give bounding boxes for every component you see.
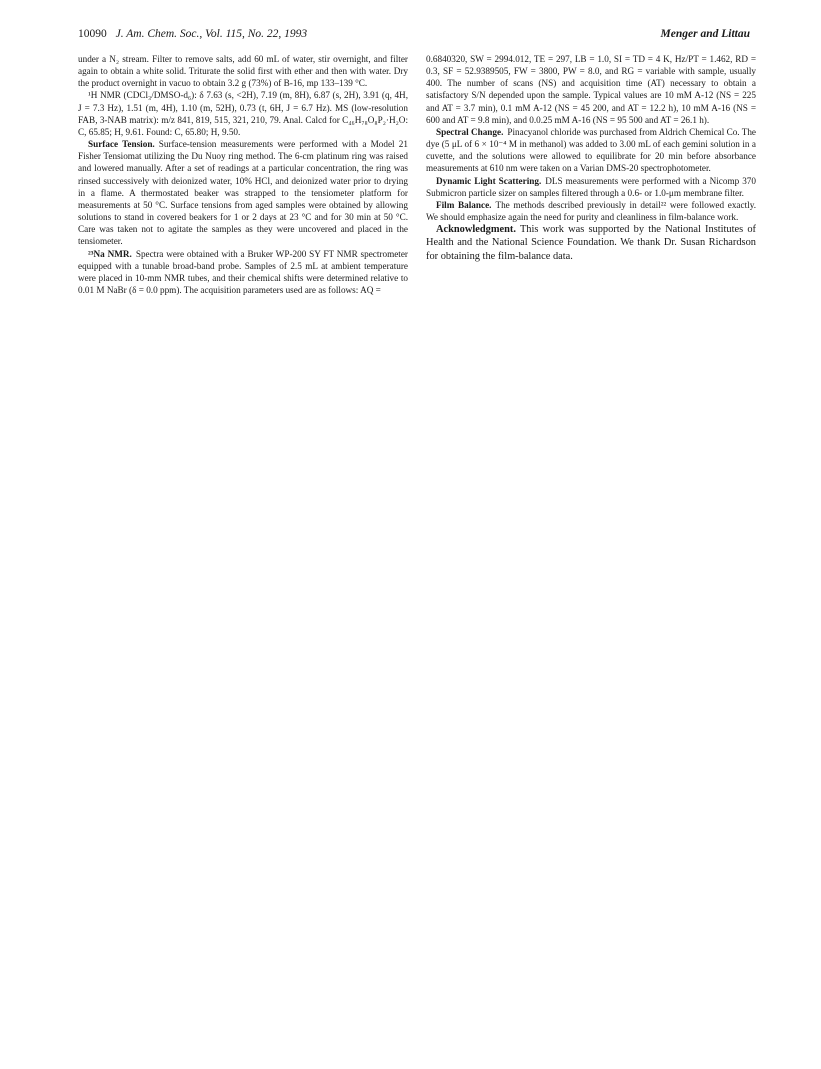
journal-citation: J. Am. Chem. Soc., Vol. 115, No. 22, 1993 bbox=[115, 28, 308, 40]
left-column bbox=[78, 53, 408, 296]
film-balance-paragraph bbox=[426, 199, 756, 223]
na-nmr-paragraph bbox=[78, 248, 408, 297]
na-nmr-body: Spectra were obtained with a Bruker WP-200 SY FT NMR spectrometer equipped with a tunable broad-band probe. Samples of 2.5 mL at ambient temperature were placed in 10-mm NMR tubes, and their chemical shifts were determined relative to 0.01 M NaBr (δ = 0.0 ppm). The acquisition parameters used are as follows: AQ = bbox=[78, 248, 408, 295]
dls-body: DLS measurements were performed with a Nicomp 370 Submicron particle sizer on samples filtered through a 0.6- or 1.0-μm membrane filter. bbox=[426, 175, 756, 198]
dls-heading: Dynamic Light Scattering. bbox=[436, 175, 542, 186]
surface-tension-paragraph bbox=[78, 138, 408, 247]
right-column bbox=[426, 53, 756, 263]
acknowledgment-body: This work was supported by the National Institutes of Health and the National Science Foundation. We thank Dr. Susan Richardson for obtaining the film-balance data. bbox=[426, 224, 756, 262]
acquisition-parameters-paragraph: 0.6840320, SW = 2994.012, TE = 297, LB = 1.0, SI = TD = 4 K, Hz/PT = 1.462, RD = 0.3, SF = 52.9389505, FW = 3800, PW = 8.0, and RG = variable with sample, usually 400. The number of scans (NS) and acquisition time (AT) necessary to obtain a satisfactory S/N depended upon the sample. Typical values are 10 mM A-12 (NS = 225 and AT = 3.7 min), 0.1 mM A-12 (NS = 45 200, and AT = 12.2 h), 10 mM A-16 (NS = 600 and AT = 9.8 min), and 0.0.25 mM A-16 (NS = 95 500 and AT = 26.1 h). bbox=[426, 54, 756, 125]
nmr-characterization-paragraph: ¹H NMR (CDCl₃/DMSO-d₆): δ 7.63 (s, <2H), 7.19 (m, 8H), 6.87 (s, 2H), 3.91 (q, 4H, J = 7.3 Hz), 1.51 (m, 4H), 1.10 (m, 52H), 0.73 (t, 6H, J = 6.7 Hz). MS (low-resolution FAB, 3-NAB matrix): m/z 841, 819, 515, 321, 210, 79. Anal. Calcd for C₄₆H₇₈O₈P₂·H₂O: C, 65.85; H, 9.61. Found: C, 65.80; H, 9.50. bbox=[78, 90, 408, 137]
spectral-change-body: Pinacyanol chloride was purchased from Aldrich Chemical Co. The dye (5 μL of 6 × 10⁻⁴ M in methanol) was added to 3.00 mL of each gemini solution in a cuvette, and the solutions were allowed to equilibrate for 20 min before absorbance measurements at 610 nm were taken on a Varian DMS-20 spectrophotometer. bbox=[426, 126, 757, 174]
dls-paragraph bbox=[426, 175, 756, 199]
surface-tension-body: Surface-tension measurements were performed with a Model 21 Fisher Tensiomat utilizing the Du Nuoy ring method. The 6-cm platinum ring was raised and lowered manually. After a set of readings at a particular concentration, the ring was rinsed successively with deionized water, 10% HCl, and deionized water prior to drying in a flame. A thermostated beaker was strapped to the tensiometer platform for measurements at 50 °C. Surface tensions from aged samples were obtained by allowing solutions to stand in covered beakers for 1 or 2 days at 23 °C and for 30 min at 50 °C. Care was taken not to agitate the samples as they were uncovered and placed in the tensiometer. bbox=[78, 139, 408, 247]
acknowledgment-paragraph bbox=[426, 223, 756, 263]
acknowledgment-heading: Acknowledgment. bbox=[436, 224, 516, 236]
film-balance-body: The methods described previously in detail²² were followed exactly. We should emphasize again the need for purity and cleanliness in film-balance work. bbox=[426, 199, 756, 223]
header-citation bbox=[78, 28, 307, 40]
header-authors: Menger and Littau bbox=[660, 28, 750, 40]
synthesis-paragraph: under a N₂ stream. Filter to remove salts, add 60 mL of water, stir overnight, and filter again to obtain a white solid. Triturate the solid first with ether and then with water. Dry the product overnight in vacuo to obtain 3.2 g (73%) of B-16, mp 133–139 °C. bbox=[78, 54, 408, 89]
surface-tension-heading: Surface Tension. bbox=[88, 139, 155, 150]
film-balance-heading: Film Balance. bbox=[436, 199, 492, 210]
running-header bbox=[78, 28, 750, 46]
page-number: 10090 bbox=[78, 28, 107, 40]
spectral-change-heading: Spectral Change. bbox=[436, 126, 504, 137]
na-nmr-heading: ²³Na NMR. bbox=[88, 248, 132, 259]
spectral-change-paragraph bbox=[426, 126, 756, 175]
